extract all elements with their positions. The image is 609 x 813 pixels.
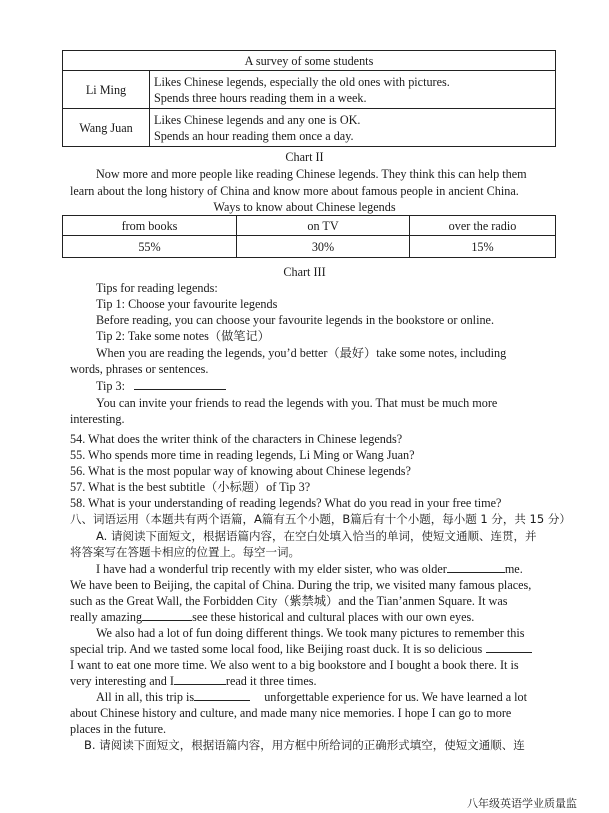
passage-line: I want to eat one more time. We also went to a big bookstore and I bought a book there. It is xyxy=(70,658,519,672)
answer-blank xyxy=(486,652,532,653)
table-cell: 55% xyxy=(63,236,237,258)
note-line: Spends three hours reading them in a week. xyxy=(154,90,367,105)
answer-blank xyxy=(174,684,226,685)
ways-table xyxy=(62,215,556,258)
answer-blank xyxy=(447,572,505,573)
passage-text: me. xyxy=(504,562,523,576)
question: 56. What is the most popular way of knowing about Chinese legends? xyxy=(70,464,411,478)
passage-text: really amazing xyxy=(70,610,143,624)
passage-line xyxy=(70,641,532,657)
question: 54. What does the writer think of the characters in Chinese legends? xyxy=(70,432,403,446)
tip-text: Before reading, you can choose your favourite legends in the bookstore or online. xyxy=(96,313,495,327)
paragraph-line: learn about the long history of China and know more about famous people in ancient China. xyxy=(70,184,519,198)
paragraph-line: Now more and more people like reading Chinese legends. They think this can help them xyxy=(96,167,527,181)
tip-title: Tip 2: Take some notes（做笔记） xyxy=(96,329,270,343)
table-header: from books xyxy=(63,216,237,236)
passage-line xyxy=(96,561,523,577)
answer-blank xyxy=(142,620,192,621)
passage-line xyxy=(70,609,474,625)
passage-text: very interesting and I xyxy=(70,674,174,688)
instruction: A. 请阅读下面短文，根据语篇内容，在空白处填入恰当的单词，使短文通顺、连贯，并 xyxy=(96,529,537,543)
tip-text: When you are reading the legends, you’d better（最好）take some notes, including xyxy=(96,346,507,360)
answer-blank xyxy=(134,389,226,390)
survey-table-title: A survey of some students xyxy=(63,51,556,71)
table-cell: 15% xyxy=(410,236,556,258)
passage-text: see these historical and cultural places with our own eyes. xyxy=(192,610,475,624)
note-line: Spends an hour reading them once a day. xyxy=(154,128,354,143)
survey-table xyxy=(62,50,556,147)
instruction: 将答案写在答题卡相应的位置上。每空一词。 xyxy=(70,545,300,559)
student-name: Li Ming xyxy=(63,71,150,109)
note-line: Likes Chinese legends and any one is OK. xyxy=(154,112,361,127)
passage-line xyxy=(96,689,527,705)
passage-text: I have had a wonderful trip recently with my elder sister, who was older xyxy=(96,562,447,576)
chart-caption: Chart III xyxy=(283,265,326,279)
note-line: Likes Chinese legends, especially the old ones with pictures. xyxy=(154,74,450,89)
tip3-label: Tip 3: xyxy=(96,379,126,393)
passage-text: read it three times. xyxy=(225,674,317,688)
tips-heading: Tips for reading legends: xyxy=(96,281,218,295)
tip-title: Tip 1: Choose your favourite legends xyxy=(96,297,278,311)
tip-text: You can invite your friends to read the legends with you. That must be much more xyxy=(96,396,498,410)
passage-text: All in all, this trip is xyxy=(96,690,195,704)
student-name: Wang Juan xyxy=(63,109,150,147)
student-notes xyxy=(150,109,556,147)
passage-text: unforgettable experience for us. We have learned a lot xyxy=(264,690,528,704)
question: 58. What is your understanding of reading legends? What do you read in your free time? xyxy=(70,496,502,510)
passage-line: about Chinese history and culture, and made many nice memories. I hope I can go to more xyxy=(70,706,512,720)
tip-text: interesting. xyxy=(70,412,125,426)
passage-text: special trip. And we tasted some local food, like Beijing roast duck. It is so delicious xyxy=(70,642,483,656)
passage-line: We also had a lot of fun doing different things. We took many pictures to remember this xyxy=(96,626,525,640)
table-title: Ways to know about Chinese legends xyxy=(213,200,396,214)
tip-text: words, phrases or sentences. xyxy=(70,362,209,376)
passage-line: We have been to Beijing, the capital of China. During the trip, we visited many famous places, xyxy=(70,578,532,592)
part-b-instruction: B. 请阅读下面短文，根据语篇内容，用方框中所给词的正确形式填空，使短文通顺、连 xyxy=(84,738,525,752)
student-notes xyxy=(150,71,556,109)
passage-line xyxy=(70,673,317,689)
passage-line: places in the future. xyxy=(70,722,167,736)
section-header: 八、词语运用（本题共有两个语篇，A篇有五个小题，B篇后有十个小题，每小题 1 分，共 15 分） xyxy=(70,512,571,526)
passage-line: such as the Great Wall, the Forbidden City（紫禁城）and the Tian’anmen Square. It was xyxy=(70,594,508,608)
tip-title xyxy=(96,378,226,394)
table-cell: 30% xyxy=(237,236,410,258)
table-header: on TV xyxy=(237,216,410,236)
page-footer: 八年级英语学业质量监 xyxy=(467,797,577,810)
table-header: over the radio xyxy=(410,216,556,236)
question: 55. Who spends more time in reading legends, Li Ming or Wang Juan? xyxy=(70,448,415,462)
question: 57. What is the best subtitle（小标题）of Tip 3? xyxy=(70,480,311,494)
answer-blank xyxy=(194,700,250,701)
chart-caption: Chart II xyxy=(285,150,324,164)
